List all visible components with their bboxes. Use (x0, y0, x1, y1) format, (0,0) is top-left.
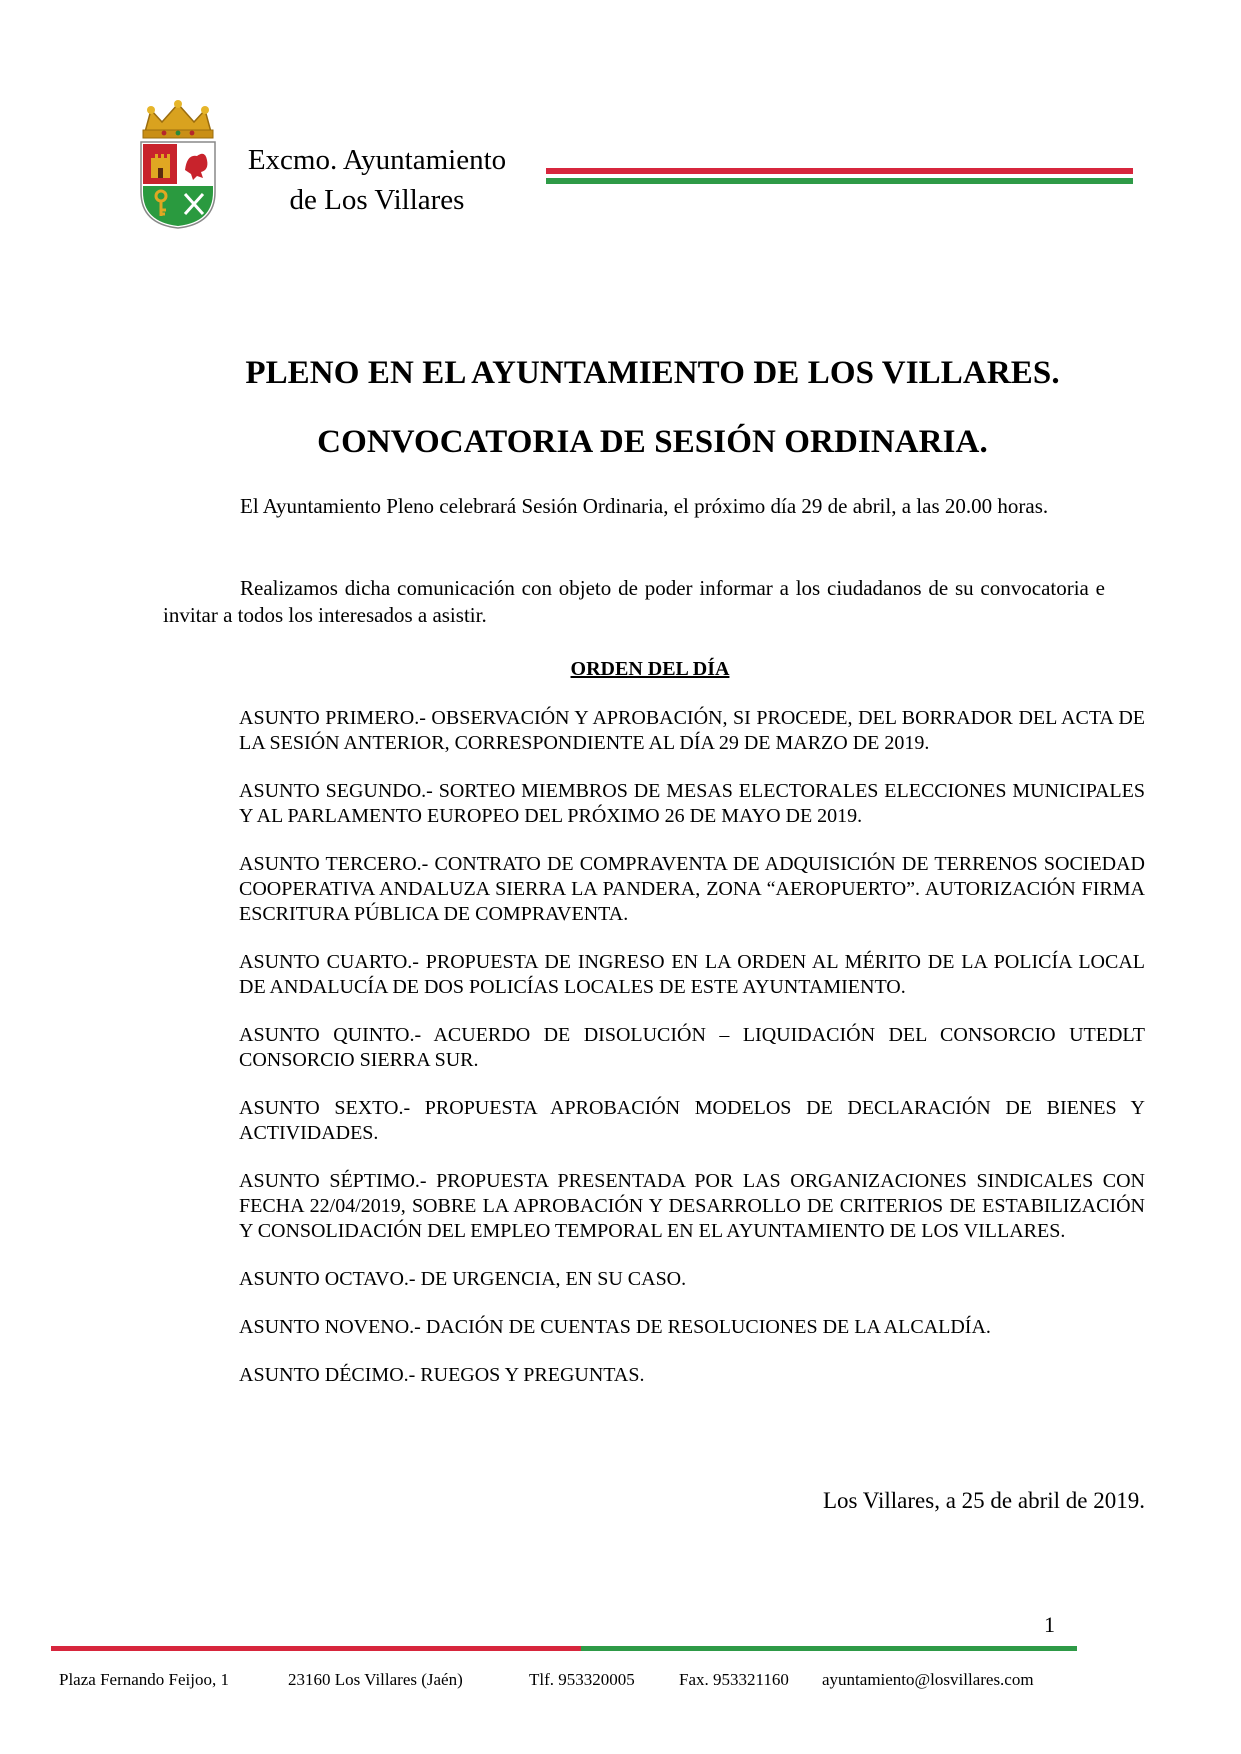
crown-icon (143, 100, 213, 138)
agenda-item-text: ASUNTO NOVENO.- DACIÓN DE CUENTAS DE RESOLUCIONES DE LA ALCALDÍA. (239, 1316, 991, 1338)
paragraph-purpose (163, 575, 1105, 629)
header-bar-green (546, 178, 1133, 184)
agenda-item-text: ASUNTO SÉPTIMO.- PROPUESTA PRESENTADA POR LAS ORGANIZACIONES SINDICALES CON FECHA 22/04/2019, SOBRE LA APROBACIÓN Y DESARROLLO DE CRITERIOS DE ESTABILIZACIÓN Y CONSOLIDACIÓN DEL EMPLEO TEMPORAL EN EL AYUNTAMIENTO DE LOS VILLARES. (239, 1170, 1145, 1242)
paragraph-purpose-text: Realizamos dicha comunicación con objeto de poder informar a los ciudadanos de su convocatoria e invitar a todos los interesados a asistir. (163, 576, 1105, 627)
agenda-item (237, 1267, 1145, 1292)
agenda-item-text: ASUNTO SEGUNDO.- SORTEO MIEMBROS DE MESAS ELECTORALES ELECCIONES MUNICIPALES Y AL PARLAMENTO EUROPEO DEL PRÓXIMO 26 DE MAYO DE 2019. (239, 780, 1145, 827)
agenda-item-text: ASUNTO OCTAVO.- DE URGENCIA, EN SU CASO. (239, 1268, 687, 1290)
agenda-item (237, 852, 1145, 927)
agenda-heading: ORDEN DEL DÍA (570, 658, 730, 680)
coat-of-arms-logo (137, 100, 219, 230)
paragraph-session-text: El Ayuntamiento Pleno celebrará Sesión Ordinaria, el próximo día 29 de abril, a las 20.00 horas. (240, 494, 1049, 518)
footer-address: Plaza Fernando Feijoo, 1 (59, 1670, 229, 1689)
agenda-item (237, 1096, 1145, 1146)
agenda-item-text: ASUNTO TERCERO.- CONTRATO DE COMPRAVENTA DE ADQUISICIÓN DE TERRENOS SOCIEDAD COOPERATIVA ANDALUZA SIERRA LA PANDERA, ZONA “AEROPUERTO”. AUTORIZACIÓN FIRMA ESCRITURA PÚBLICA DE COMPRAVENTA. (239, 853, 1145, 925)
footer-bar-green (581, 1646, 1077, 1651)
footer-fax: Fax. 953321160 (679, 1670, 789, 1689)
header-color-bar (546, 168, 1133, 188)
agenda-item (237, 706, 1145, 756)
agenda-item (237, 779, 1145, 829)
paragraph-session (163, 493, 1105, 520)
footer-contact (59, 1670, 1034, 1690)
agenda-item-text: ASUNTO QUINTO.- ACUERDO DE DISOLUCIÓN – LIQUIDACIÓN DEL CONSORCIO UTEDLT CONSORCIO SIERRA SUR. (239, 1024, 1145, 1071)
agenda-item-text: ASUNTO CUARTO.- PROPUESTA DE INGRESO EN LA ORDEN AL MÉRITO DE LA POLICÍA LOCAL DE ANDALUCÍA DE DOS POLICÍAS LOCALES DE ESTE AYUNTAMIENTO. (239, 951, 1145, 998)
footer-city: 23160 Los Villares (Jaén) (288, 1670, 463, 1689)
footer-bar-red (51, 1646, 581, 1651)
document-title: PLENO EN EL AYUNTAMIENTO DE LOS VILLARES. (245, 355, 1060, 391)
agenda-item (237, 1169, 1145, 1244)
page-number: 1 (1044, 1612, 1055, 1637)
agenda-item (237, 1315, 1145, 1340)
agenda-item (237, 1023, 1145, 1073)
organization-name-line1: Excmo. Ayuntamiento (247, 144, 507, 176)
document-subtitle: CONVOCATORIA DE SESIÓN ORDINARIA. (317, 424, 988, 460)
footer-email[interactable]: ayuntamiento@losvillares.com (822, 1670, 1034, 1689)
footer-color-bar (51, 1646, 1077, 1651)
footer-phone: Tlf. 953320005 (529, 1670, 635, 1689)
agenda-item (237, 950, 1145, 1000)
organization-name-line2: de Los Villares (289, 184, 465, 217)
shield-icon (141, 142, 215, 228)
agenda-list (237, 706, 1145, 1411)
agenda-item-text: ASUNTO SEXTO.- PROPUESTA APROBACIÓN MODELOS DE DECLARACIÓN DE BIENES Y ACTIVIDADES. (239, 1097, 1145, 1144)
organization-name (232, 140, 522, 220)
agenda-item (237, 1363, 1145, 1388)
agenda-item-text: ASUNTO PRIMERO.- OBSERVACIÓN Y APROBACIÓN, SI PROCEDE, DEL BORRADOR DEL ACTA DE LA SESIÓN ANTERIOR, CORRESPONDIENTE AL DÍA 29 DE MARZO DE 2019. (239, 707, 1145, 754)
agenda-item-text: ASUNTO DÉCIMO.- RUEGOS Y PREGUNTAS. (239, 1364, 645, 1386)
signature-date: Los Villares, a 25 de abril de 2019. (822, 1488, 1145, 1513)
